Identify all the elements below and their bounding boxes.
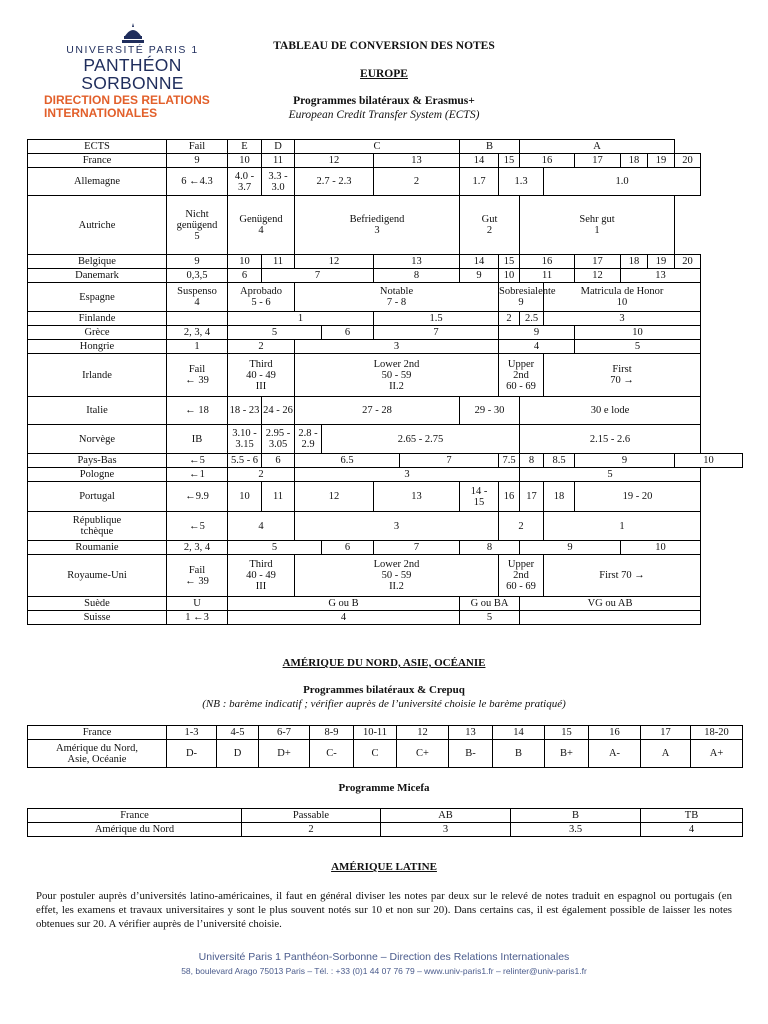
- grade-cell: 27 - 28: [295, 397, 460, 425]
- grade-cell: 10: [228, 255, 262, 269]
- table-row: [28, 512, 743, 541]
- grade-cell: IB: [167, 425, 228, 454]
- grade-cell: 9: [499, 326, 575, 340]
- grade-cell: Notable 7 - 8: [295, 283, 499, 312]
- grade-cell: A-: [589, 740, 641, 768]
- grade-cell: 1: [228, 312, 374, 326]
- grade-cell: D: [262, 140, 295, 154]
- country-label: Pays-Bas: [28, 454, 167, 468]
- grade-cell: 5: [520, 468, 701, 482]
- grade-cell: Lower 2nd 50 - 59 II.2: [295, 555, 499, 597]
- grade-cell: 5: [228, 541, 322, 555]
- grade-cell: [520, 611, 701, 625]
- grade-cell: 2: [374, 168, 460, 196]
- grade-cell: ←5: [167, 512, 228, 541]
- country-label: Italie: [28, 397, 167, 425]
- grade-cell: 6: [322, 541, 374, 555]
- grade-cell: Sobresialente 9: [499, 283, 544, 312]
- grade-cell: Fail ← 39: [167, 354, 228, 397]
- grade-cell: 7.5: [499, 454, 520, 468]
- grade-cell: 0,3,5: [167, 269, 228, 283]
- logo-dept-line2: INTERNATIONALES: [44, 106, 158, 120]
- grade-cell: Genügend 4: [228, 196, 295, 255]
- grade-cell: 5: [575, 340, 701, 354]
- grade-cell: First 70 →: [544, 354, 701, 397]
- grade-cell: 6: [228, 269, 262, 283]
- grade-cell: B-: [449, 740, 493, 768]
- grade-cell: Upper 2nd 60 - 69: [499, 354, 544, 397]
- grade-cell: 10-11: [354, 726, 397, 740]
- grade-cell: Upper 2nd 60 - 69: [499, 555, 544, 597]
- grade-cell: 17: [641, 726, 691, 740]
- grade-cell: Sehr gut 1: [520, 196, 675, 255]
- table-row: [28, 468, 743, 482]
- grade-cell: 14 - 15: [460, 482, 499, 512]
- grade-cell: 1-3: [167, 726, 217, 740]
- table-row: [28, 611, 743, 625]
- grade-cell: 4: [499, 340, 575, 354]
- grade-cell: Lower 2nd 50 - 59 II.2: [295, 354, 499, 397]
- grade-cell: 14: [460, 255, 499, 269]
- grade-cell: 17: [575, 255, 621, 269]
- grade-cell: 9: [460, 269, 499, 283]
- grade-cell: Gut 2: [460, 196, 520, 255]
- grade-cell: 5: [460, 611, 520, 625]
- grade-cell: A: [520, 140, 675, 154]
- grade-cell: C: [295, 140, 460, 154]
- country-label: Hongrie: [28, 340, 167, 354]
- grade-cell: Third 40 - 49 III: [228, 555, 295, 597]
- grade-cell: 6: [322, 326, 374, 340]
- table-row: [28, 740, 743, 768]
- table-row: [28, 255, 743, 269]
- grade-cell: Befriedigend 3: [295, 196, 460, 255]
- grade-cell: 16: [499, 482, 520, 512]
- grade-cell: 4: [228, 611, 460, 625]
- grade-cell: 17: [520, 482, 544, 512]
- region-latam-heading: AMÉRIQUE LATINE: [331, 861, 437, 873]
- grade-cell: E: [228, 140, 262, 154]
- grade-cell: 2: [228, 468, 295, 482]
- grade-cell: 8-9: [310, 726, 354, 740]
- grade-cell: Nicht genügend 5: [167, 196, 228, 255]
- table-row: [28, 541, 743, 555]
- country-label: Royaume-Uni: [28, 555, 167, 597]
- grade-cell: 4.0 - 3.7: [228, 168, 262, 196]
- grade-cell: 9: [520, 541, 621, 555]
- table-row: [28, 340, 743, 354]
- grade-cell: G ou B: [228, 597, 460, 611]
- grade-cell: 11: [262, 255, 295, 269]
- grade-cell: [167, 312, 228, 326]
- grade-cell: 4-5: [217, 726, 259, 740]
- grade-cell: 2.95 - 3.05: [262, 425, 295, 454]
- grade-cell: 8: [374, 269, 460, 283]
- grade-cell: 3.3 - 3.0: [262, 168, 295, 196]
- table-row: [28, 555, 743, 597]
- grade-cell: 12: [575, 269, 621, 283]
- table-row: [28, 196, 743, 255]
- grade-cell: 10: [621, 541, 701, 555]
- country-label: Belgique: [28, 255, 167, 269]
- grade-cell: 14: [493, 726, 545, 740]
- grade-cell: 3: [295, 512, 499, 541]
- crepuq-note: (NB : barème indicatif ; vérifier auprès de l’université choisie le barème pratiqué): [202, 698, 566, 710]
- grade-cell: 6 ←4.3: [167, 168, 228, 196]
- grade-cell: Fail ← 39: [167, 555, 228, 597]
- country-label: Grèce: [28, 326, 167, 340]
- table-row: [28, 726, 743, 740]
- country-label: Pologne: [28, 468, 167, 482]
- grade-cell: 1.0: [544, 168, 701, 196]
- grade-cell: 13: [621, 269, 701, 283]
- grade-cell: 30 e lode: [520, 397, 701, 425]
- grade-cell: 7: [374, 326, 499, 340]
- country-label: Suisse: [28, 611, 167, 625]
- grade-cell: C: [354, 740, 397, 768]
- table-row: [28, 168, 743, 196]
- logo-dept-line1: DIRECTION DES RELATIONS: [44, 93, 210, 107]
- grade-cell: 2: [228, 340, 295, 354]
- grade-cell: 2.8 - 2.9: [295, 425, 322, 454]
- grade-cell: 1.7: [460, 168, 499, 196]
- grade-cell: Third 40 - 49 III: [228, 354, 295, 397]
- table-row: [28, 283, 743, 312]
- table-row: [28, 312, 743, 326]
- grade-cell: 12: [295, 255, 374, 269]
- grade-cell: ←9.9: [167, 482, 228, 512]
- grade-cell: B+: [545, 740, 589, 768]
- programmes-heading: Programmes bilatéraux & Erasmus+: [293, 95, 475, 107]
- grade-cell: 1.5: [374, 312, 499, 326]
- grade-cell: 3: [381, 823, 511, 837]
- grade-cell: 9: [167, 255, 228, 269]
- grade-cell: 5.5 - 6: [228, 454, 262, 468]
- country-label: Suède: [28, 597, 167, 611]
- grade-cell: ←1: [167, 468, 228, 482]
- country-label: Finlande: [28, 312, 167, 326]
- grade-cell: 10: [228, 154, 262, 168]
- grade-cell: 11: [520, 269, 575, 283]
- grade-cell: 18-20: [691, 726, 743, 740]
- country-label: République tchèque: [28, 512, 167, 541]
- grade-cell: 19: [648, 154, 675, 168]
- grade-cell: Fail: [167, 140, 228, 154]
- country-label: France: [28, 154, 167, 168]
- grade-cell: 4: [228, 512, 295, 541]
- grade-cell: 18: [621, 154, 648, 168]
- table-row: [28, 425, 743, 454]
- table-row: [28, 823, 743, 837]
- grade-cell: 2, 3, 4: [167, 326, 228, 340]
- document-title: TABLEAU DE CONVERSION DES NOTES: [273, 40, 495, 52]
- crepuq-conversion-table: [27, 725, 743, 768]
- country-label: Espagne: [28, 283, 167, 312]
- grade-cell: B: [493, 740, 545, 768]
- grade-cell: 13: [374, 255, 460, 269]
- table-row: [28, 269, 743, 283]
- grade-cell: Aprobado 5 - 6: [228, 283, 295, 312]
- grade-cell: 15: [499, 154, 520, 168]
- country-label: Roumanie: [28, 541, 167, 555]
- grade-cell: 16: [520, 154, 575, 168]
- grade-cell: 10: [228, 482, 262, 512]
- grade-cell: ← 18: [167, 397, 228, 425]
- micefa-conversion-table: [27, 808, 743, 837]
- grade-cell: 2, 3, 4: [167, 541, 228, 555]
- country-label: Allemagne: [28, 168, 167, 196]
- grade-cell: 6-7: [259, 726, 310, 740]
- grade-cell: 2.15 - 2.6: [520, 425, 701, 454]
- grade-cell: 5: [228, 326, 322, 340]
- grade-cell: 17: [575, 154, 621, 168]
- grade-cell: 13: [374, 154, 460, 168]
- grade-cell: 29 - 30: [460, 397, 520, 425]
- grade-cell: 6.5: [295, 454, 400, 468]
- grade-cell: 11: [262, 154, 295, 168]
- grade-cell: A+: [691, 740, 743, 768]
- grade-cell: B: [460, 140, 520, 154]
- grade-cell: 18: [544, 482, 575, 512]
- grade-cell: 2.7 - 2.3: [295, 168, 374, 196]
- country-label: Portugal: [28, 482, 167, 512]
- grade-cell: 9: [167, 154, 228, 168]
- grade-cell: 15: [499, 255, 520, 269]
- grade-cell: First 70 →: [544, 555, 701, 597]
- grade-cell: 8: [460, 541, 520, 555]
- grade-cell: TB: [641, 809, 743, 823]
- grade-cell: 20: [675, 255, 701, 269]
- table-row: [28, 354, 743, 397]
- grade-cell: 12: [295, 482, 374, 512]
- grade-cell: C-: [310, 740, 354, 768]
- table-row: [28, 326, 743, 340]
- grade-cell: D+: [259, 740, 310, 768]
- grade-cell: 10: [675, 454, 743, 468]
- grade-cell: 16: [589, 726, 641, 740]
- grade-cell: G ou BA: [460, 597, 520, 611]
- footer-institution: Université Paris 1 Panthéon-Sorbonne – Direction des Relations Internationales: [198, 951, 570, 963]
- latam-paragraph: Pour postuler auprès d’universités latino-américaines, il faut en général diviser les notes par deux sur le relevé de notes traduit en espagnol ou portugais (en effet, les examens et travaux universitaires y sont le plus souvent notés sur 10 et non sur 20). Dans certains cas, il est également possible de laisser les notes obtenues sur 20. A vérifier auprès de l’université choisie.: [36, 890, 732, 930]
- grade-cell: 24 - 26: [262, 397, 295, 425]
- region-namerica-heading: AMÉRIQUE DU NORD, ASIE, OCÉANIE: [282, 657, 486, 669]
- grade-cell: 6: [262, 454, 295, 468]
- grade-cell: 7: [374, 541, 460, 555]
- grade-cell: 2: [499, 512, 544, 541]
- grade-cell: 7: [262, 269, 374, 283]
- logo-name: PANTHÉON SORBONNE: [81, 55, 184, 93]
- europe-conversion-table: [27, 139, 743, 625]
- country-label: Norvège: [28, 425, 167, 454]
- grade-cell: 10: [499, 269, 520, 283]
- grade-cell: 1.3: [499, 168, 544, 196]
- table-row: [28, 140, 743, 154]
- grade-cell: 3: [295, 468, 520, 482]
- grade-cell: 8: [520, 454, 544, 468]
- row-label: France: [28, 726, 167, 740]
- grade-cell: AB: [381, 809, 511, 823]
- table-row: [28, 154, 743, 168]
- grade-cell: D-: [167, 740, 217, 768]
- row-label: Amérique du Nord, Asie, Océanie: [28, 740, 167, 768]
- table-row: [28, 597, 743, 611]
- grade-cell: 16: [520, 255, 575, 269]
- grade-cell: 13: [449, 726, 493, 740]
- grade-cell: 7: [400, 454, 499, 468]
- table-row: [28, 454, 743, 468]
- grade-cell: VG ou AB: [520, 597, 701, 611]
- grade-cell: 1: [544, 512, 701, 541]
- grade-cell: 13: [374, 482, 460, 512]
- grade-cell: 2.5: [520, 312, 544, 326]
- grade-cell: C+: [397, 740, 449, 768]
- grade-cell: A: [641, 740, 691, 768]
- table-row: [28, 397, 743, 425]
- grade-cell: 1 ←3: [167, 611, 228, 625]
- grade-cell: 3.5: [511, 823, 641, 837]
- logo-university: UNIVERSITÉ PARIS 1: [66, 44, 199, 56]
- grade-cell: 18 - 23: [228, 397, 262, 425]
- micefa-heading: Programme Micefa: [338, 782, 430, 794]
- grade-cell: 14: [460, 154, 499, 168]
- grade-cell: U: [167, 597, 228, 611]
- grade-cell: 2: [242, 823, 381, 837]
- grade-cell: 2.65 - 2.75: [322, 425, 520, 454]
- grade-cell: 3: [295, 340, 499, 354]
- grade-cell: 19 - 20: [575, 482, 701, 512]
- crepuq-heading: Programmes bilatéraux & Crepuq: [303, 684, 465, 696]
- grade-cell: B: [511, 809, 641, 823]
- country-label: Autriche: [28, 196, 167, 255]
- grade-cell: 4: [641, 823, 743, 837]
- row-label: France: [28, 809, 242, 823]
- region-europe-heading: EUROPE: [360, 68, 408, 80]
- grade-cell: Passable: [242, 809, 381, 823]
- grade-cell: 1: [167, 340, 228, 354]
- grade-cell: 8.5: [544, 454, 575, 468]
- grade-cell: 19: [648, 255, 675, 269]
- grade-cell: 9: [575, 454, 675, 468]
- grade-cell: 3.10 - 3.15: [228, 425, 262, 454]
- grade-cell: 18: [621, 255, 648, 269]
- row-label: Amérique du Nord: [28, 823, 242, 837]
- grade-cell: D: [217, 740, 259, 768]
- grade-cell: 20: [675, 154, 701, 168]
- grade-cell: 12: [397, 726, 449, 740]
- table-row: [28, 809, 743, 823]
- footer-contact: 58, boulevard Arago 75013 Paris – Tél. : +33 (0)1 44 07 76 79 – www.univ-paris1.fr – relinter@univ-paris1.fr: [181, 966, 587, 976]
- country-label: Irlande: [28, 354, 167, 397]
- country-label: ECTS: [28, 140, 167, 154]
- table-row: [28, 482, 743, 512]
- grade-cell: 11: [262, 482, 295, 512]
- grade-cell: 12: [295, 154, 374, 168]
- country-label: Danemark: [28, 269, 167, 283]
- grade-cell: 15: [545, 726, 589, 740]
- grade-cell: ←5: [167, 454, 228, 468]
- ects-subheading: European Credit Transfer System (ECTS): [288, 109, 480, 121]
- grade-cell: Suspenso 4: [167, 283, 228, 312]
- grade-cell: 3: [544, 312, 701, 326]
- grade-cell: 10: [575, 326, 701, 340]
- grade-cell: Matricula de Honor 10: [544, 283, 701, 312]
- grade-cell: 2: [499, 312, 520, 326]
